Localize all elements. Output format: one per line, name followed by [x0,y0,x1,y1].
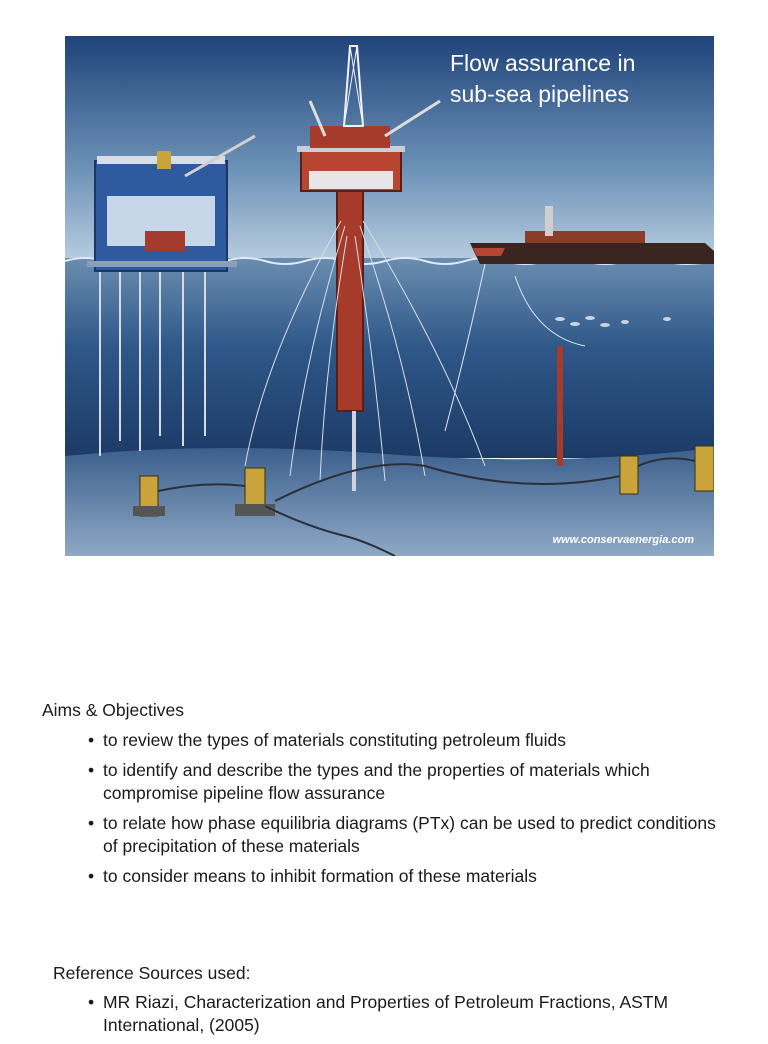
aims-heading: Aims & Objectives [42,700,184,720]
illustration-title-line2: sub-sea pipelines [450,81,630,107]
references-list [88,991,728,1044]
illustration-title-line1: Flow assurance in [450,50,636,76]
aims-item-1: • to review the types of materials constituting petroleum fluids [88,729,728,752]
offshore-platform-illustration [65,36,714,556]
sea [65,258,714,458]
aims-item-3: • to relate how phase equilibria diagrams (PTx) can be used to predict conditions of precipitation of these materials [88,812,728,858]
reference-item-1: • MR Riazi, Characterization and Properties of Petroleum Fractions, ASTM International, (2005) [88,991,728,1037]
aims-list [88,729,728,895]
aims-item-4: • to consider means to inhibit formation of these materials [88,865,728,888]
illustration-title [450,48,700,110]
illustration-credit: www.conservaenergia.com [552,534,694,546]
offshore-scene [65,36,714,556]
aims-item-2: • to identify and describe the types and the properties of materials which compromise pipeline flow assurance [88,759,728,805]
references-heading: Reference Sources used: [53,963,251,983]
